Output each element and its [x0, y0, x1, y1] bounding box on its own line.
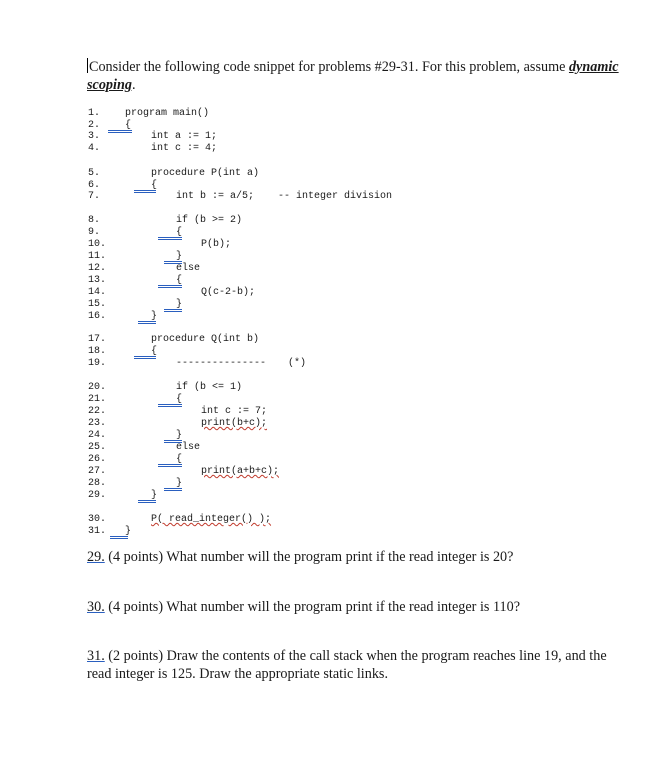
intro-text: Consider the following code snippet for problems #29-31. For this problem, assume — [89, 59, 569, 75]
code-line-19: 19. --------------- (*) — [88, 358, 307, 369]
question-number: 31. — [87, 648, 105, 664]
code-line-25: 25. else — [88, 442, 201, 453]
code-line-1: 1. program main() — [88, 108, 210, 119]
code-line-26: 26. { — [88, 454, 183, 465]
code-line-15: 15. } — [88, 299, 183, 310]
code-line-8: 8. if (b >= 2) — [88, 215, 243, 226]
code-line-4: 4. int c := 4; — [88, 143, 218, 154]
code-line-28: 28. } — [88, 478, 183, 489]
code-line-18: 18. { — [88, 346, 158, 357]
question-29 — [87, 548, 627, 566]
code-line-12: 12. else — [88, 263, 201, 274]
code-line-21: 21. { — [88, 394, 183, 405]
question-31 — [87, 647, 627, 683]
code-line-24: 24. } — [88, 430, 183, 441]
question-text: (4 points) What number will the program print if the read integer is 110? — [104, 599, 521, 615]
code-line-17: 17. procedure Q(int b) — [88, 334, 260, 345]
code-line-31: 31. } — [88, 526, 132, 537]
code-line-10: 10. P(b); — [88, 239, 232, 250]
question-text: (4 points) What number will the program print if the read integer is 20? — [104, 549, 514, 565]
code-line-14: 14. Q(c-2-b); — [88, 287, 256, 298]
code-line-11: 11. } — [88, 251, 183, 262]
intro-end: . — [131, 77, 136, 93]
code-line-3: 3. int a := 1; — [88, 131, 218, 142]
code-line-2: 2. { — [88, 120, 132, 131]
question-number: 29. — [87, 549, 105, 565]
code-line-22: 22. int c := 7; — [88, 406, 268, 417]
code-line-16: 16. } — [88, 311, 158, 322]
code-line-7: 7. int b := a/5; -- integer division — [88, 191, 393, 202]
intro-emphasis: dynamic scoping — [87, 59, 619, 93]
code-line-20: 20. if (b <= 1) — [88, 382, 243, 393]
code-line-13: 13. { — [88, 275, 183, 286]
question-text: (2 points) Draw the contents of the call stack when the program reaches line 19, and the read integer is 125. Draw the appropriate static links. — [87, 648, 607, 682]
code-line-23: 23. print(b+c); — [88, 418, 268, 429]
question-number: 30. — [87, 599, 105, 615]
code-line-9: 9. { — [88, 227, 183, 238]
question-30 — [87, 598, 627, 616]
code-line-30: 30. P( read_integer() ); — [88, 514, 272, 525]
code-line-29: 29. } — [88, 490, 158, 501]
problem-intro — [87, 58, 627, 94]
code-line-27: 27. print(a+b+c); — [88, 466, 280, 477]
code-line-5: 5. procedure P(int a) — [88, 168, 260, 179]
text-cursor — [87, 58, 88, 73]
code-line-6: 6. { — [88, 180, 158, 191]
